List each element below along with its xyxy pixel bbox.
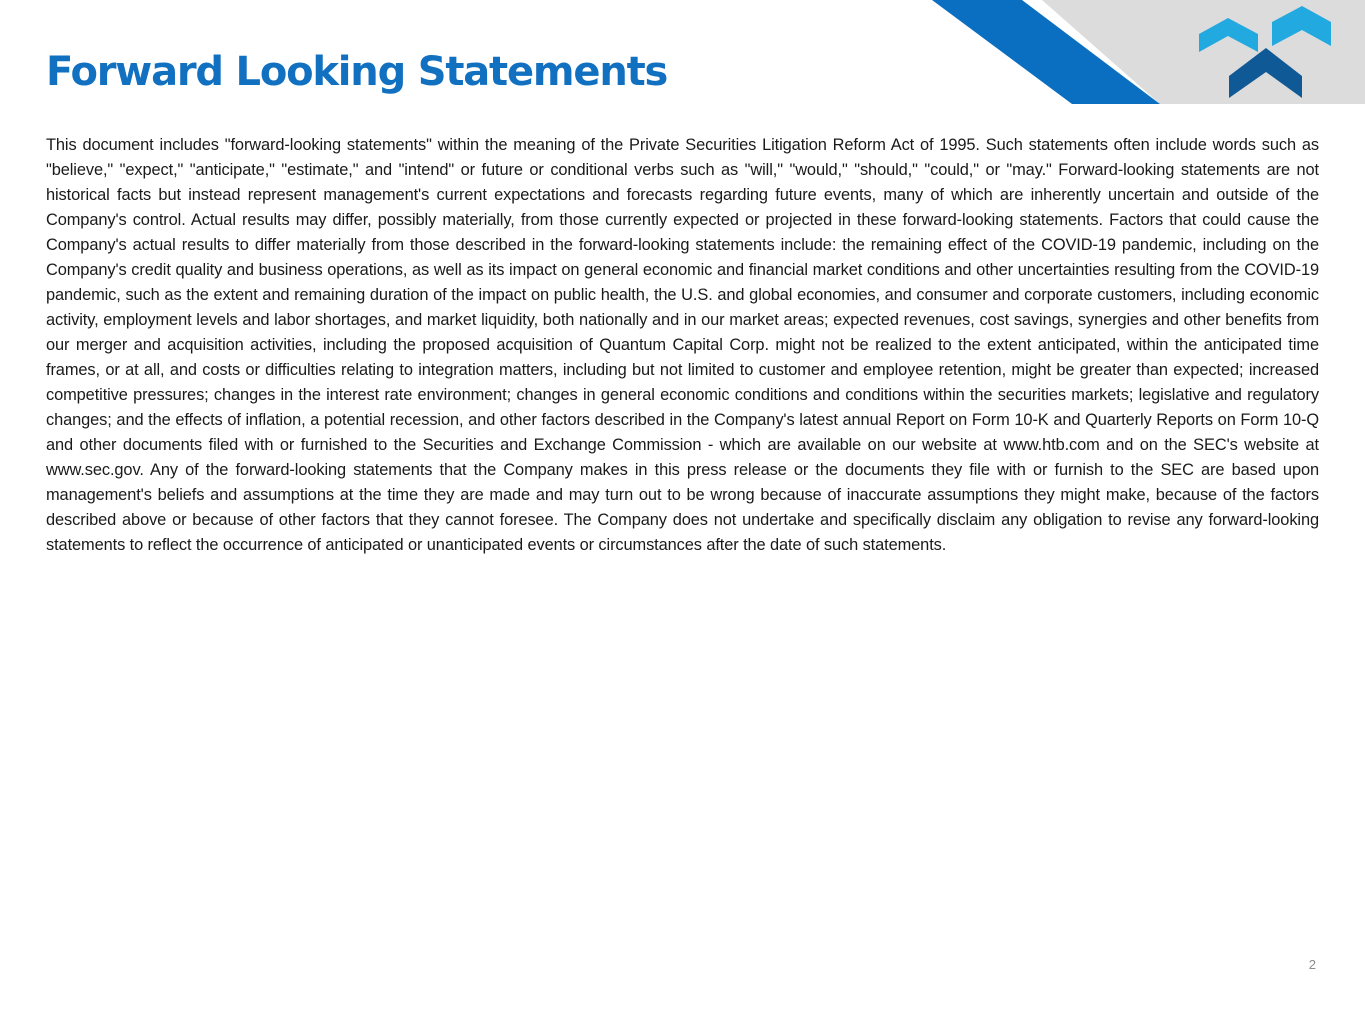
page-number: 2	[1308, 957, 1316, 972]
slide-title: Forward Looking Statements	[46, 49, 668, 95]
forward-looking-statement-paragraph: This document includes "forward-looking statements" within the meaning of the Private Securities Litigation Reform Act of 1995. Such statements often include words such as "believe," "expect," "anticipate," "estimate," and "intend" or future or conditional verbs such as "will," "would," "should," "could," or "may." Forward-looking statements are not historical facts but instead represent management's current expectations and forecasts regarding future events, many of which are inherently uncertain and outside of the Company's control. Actual results may differ, possibly materially, from those currently expected or projected in these forward-looking statements. Factors that could cause the Company's actual results to differ materially from those described in the forward-looking statements include: the remaining effect of the COVID-19 pandemic, including on the Company's credit quality and business operations, as well as its impact on general economic and financial market conditions and other uncertainties resulting from the COVID-19 pandemic, such as the extent and remaining duration of the impact on public health, the U.S. and global economies, and consumer and corporate customers, including economic activity, employment levels and labor shortages, and market liquidity, both nationally and in our market areas; expected revenues, cost savings, synergies and other benefits from our merger and acquisition activities, including the proposed acquisition of Quantum Capital Corp. might not be realized to the extent anticipated, within the anticipated time frames, or at all, and costs or difficulties relating to integration matters, including but not limited to customer and employee retention, might be greater than expected; increased competitive pressures; changes in the interest rate environment; changes in general economic conditions and conditions within the securities markets; legislative and regulatory changes; and the effects of inflation, a potential recession, and other factors described in the Company's latest annual Report on Form 10-K and Quarterly Reports on Form 10-Q and other documents filed with or furnished to the Securities and Exchange Commission - which are available on our website at www.htb.com and on the SEC's website at www.sec.gov. Any of the forward-looking statements that the Company makes in this press release or the documents they file with or furnish to the SEC are based upon management's beliefs and assumptions at the time they are made and may turn out to be wrong because of inaccurate assumptions they might make, because of the factors described above or because of other factors that they cannot foresee. The Company does not undertake and specifically disclaim any obligation to revise any forward-looking statements to reflect the occurrence of anticipated or unanticipated events or circumstances after the date of such statements.	[46, 136, 1319, 554]
